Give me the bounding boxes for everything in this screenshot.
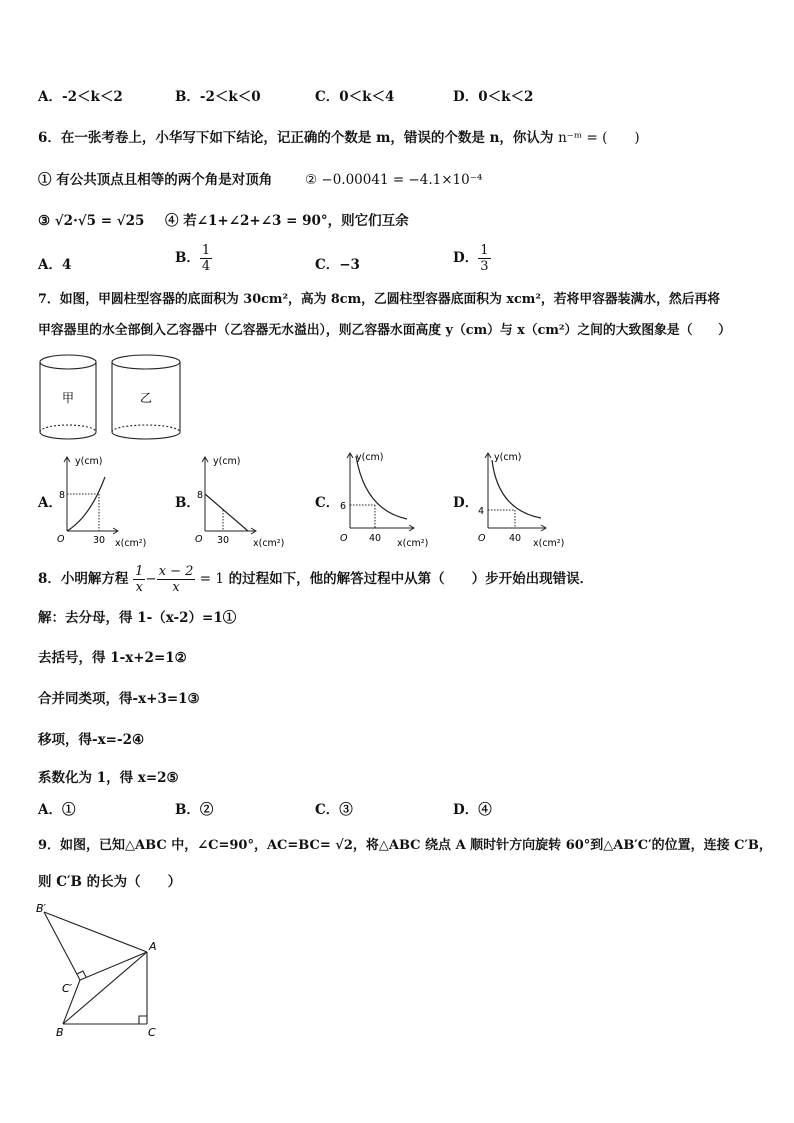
q7-stem-line1: 7．如图，甲圆柱型容器的底面积为 30cm²，高为 8cm，乙圆柱型容器底面积为 xcm²，若将甲容器装满水，然后再将 [38,292,721,307]
q9-triangle-figure [30,898,170,1046]
graph-d-ytick: 4 [478,506,485,517]
graph-d-xlabel: x(cm²) [533,538,565,549]
cylinder-jia-label: 甲 [61,391,75,405]
graph-b-ytick: 8 [197,490,204,501]
graph-a-ytick: 8 [59,490,66,501]
graph-b-line [205,494,248,531]
segment-b-a [63,952,147,1024]
q6-option-d-label: D． [453,250,479,266]
graph-c-origin: O [340,533,348,544]
graph-d-ylabel: y(cm) [494,452,522,463]
q8-stem [38,564,593,595]
q8-option-a: A．① [38,802,76,818]
q7-graph-c-label: C． [315,495,340,511]
q7-cylinders-figure [35,352,185,444]
q9-stem-line2: 则 C′B 的长为（ ） [38,874,182,890]
graph-a-origin: O [57,534,65,545]
q6-option-b-fraction [200,243,212,274]
graph-a-xtick: 30 [93,535,106,546]
graph-d-curve [492,460,541,518]
q6-item-1: ① 有公共顶点且相等的两个角是对顶角 [38,172,273,188]
graph-c-curve [356,456,407,519]
segment-cp-a [80,952,147,980]
q8-option-b: B．② [175,802,214,818]
q8-minus: − [145,571,157,587]
segment-bp-cp [44,912,80,980]
q8-step-3: 合并同类项，得-x+3=1③ [38,691,200,707]
cylinder-yi-label: 乙 [139,391,153,405]
label-c: C [148,1026,156,1039]
q6-option-b-den: 4 [201,259,211,274]
q8-fraction-1 [133,564,145,595]
label-b-prime: B′ [36,902,47,915]
graph-b-xtick: 30 [217,535,230,546]
q6-option-d-num: 1 [480,243,489,258]
q5-option-b: B．-2＜k＜0 [175,89,261,105]
q6-option-a: A．4 [38,257,72,273]
q6-expr: n⁻ᵐ = ( ) [558,130,640,146]
right-angle-c [139,1016,147,1024]
graph-c-ytick: 6 [340,501,347,512]
label-b: B [56,1026,64,1039]
q5-option-c: C．0＜k＜4 [315,89,395,105]
q8-f1-den: x [135,580,143,595]
q7-graph-b [193,452,303,550]
graph-d-origin: O [478,533,486,544]
label-a: A [149,940,157,953]
q7-graph-d [473,448,585,552]
graph-c-xtick: 40 [369,533,382,544]
q8-option-d: D．④ [453,802,492,818]
q7-graph-d-label: D． [453,495,479,511]
q5-option-a: A．-2＜k＜2 [38,89,123,105]
graph-c-xlabel: x(cm²) [397,538,429,549]
q5-option-d: D．0＜k＜2 [453,89,534,105]
q8-f2-num: x − 2 [158,564,194,579]
q8-fraction-2 [157,564,196,595]
q8-f2-den: x [172,580,180,595]
q6-item-2: ② −0.00041 = −4.1×10⁻⁴ [305,172,483,188]
q8-option-c: C．③ [315,802,353,818]
label-c-prime: C′ [62,982,73,995]
q9-stem-line1: 9．如图，已知△ABC 中，∠C=90°，AC=BC= √2，将△ABC 绕点 A 顺时针方向旋转 60°到△AB′C′的位置，连接 C′B， [38,838,772,853]
q8-f1-num: 1 [135,564,144,579]
graph-b-ylabel: y(cm) [213,456,241,467]
q7-graph-c [335,448,447,552]
graph-d-xtick: 40 [509,533,522,544]
graph-a-ylabel: y(cm) [75,456,103,467]
q8-eq: = 1 [195,571,224,587]
q7-graph-b-label: B． [175,495,200,511]
q8-step-2: 去括号，得 1-x+2=1② [38,650,187,666]
graph-b-xlabel: x(cm²) [253,538,285,549]
segment-bp-a [44,912,147,952]
q8-step-1: 解：去分母，得 1-（x-2）=1① [38,610,237,626]
q6-item-3: ③ √2·√5 = √25 [38,213,145,229]
q8-step-4: 移项，得-x=-2④ [38,732,145,748]
q6-item-4: ④ 若∠1+∠2+∠3 = 90°，则它们互余 [165,213,409,229]
graph-c-ylabel: y(cm) [356,452,384,463]
q7-graph-a-label: A． [38,495,62,511]
q6-option-b-num: 1 [201,243,211,258]
q6-stem-text: 6．在一张考卷上，小华写下如下结论，记正确的个数是 m，错误的个数是 n，你认为 [38,130,559,146]
q8-stem-a: 8．小明解方程 [38,571,134,587]
q7-stem-line2: 甲容器里的水全部倒入乙容器中（乙容器无水溢出），则乙容器水面高度 y（cm）与 x（cm²）之间的大致图象是（ ） [38,323,731,338]
q6-option-c: C．−3 [315,257,360,273]
q8-step-5: 系数化为 1，得 x=2⑤ [38,770,179,786]
q6-stem [38,128,640,148]
q7-graph-a [55,452,165,550]
q6-option-d-den: 3 [480,259,489,274]
q6-option-b-label: B． [175,250,200,266]
q8-stem-b: 的过程如下，他的解答过程中从第（ ）步开始出现错误． [223,571,594,587]
graph-b-origin: O [195,534,203,545]
q6-option-d-fraction [478,243,490,274]
q6-option-d [453,243,491,274]
q6-option-b [175,243,212,274]
graph-a-xlabel: x(cm²) [115,538,147,549]
